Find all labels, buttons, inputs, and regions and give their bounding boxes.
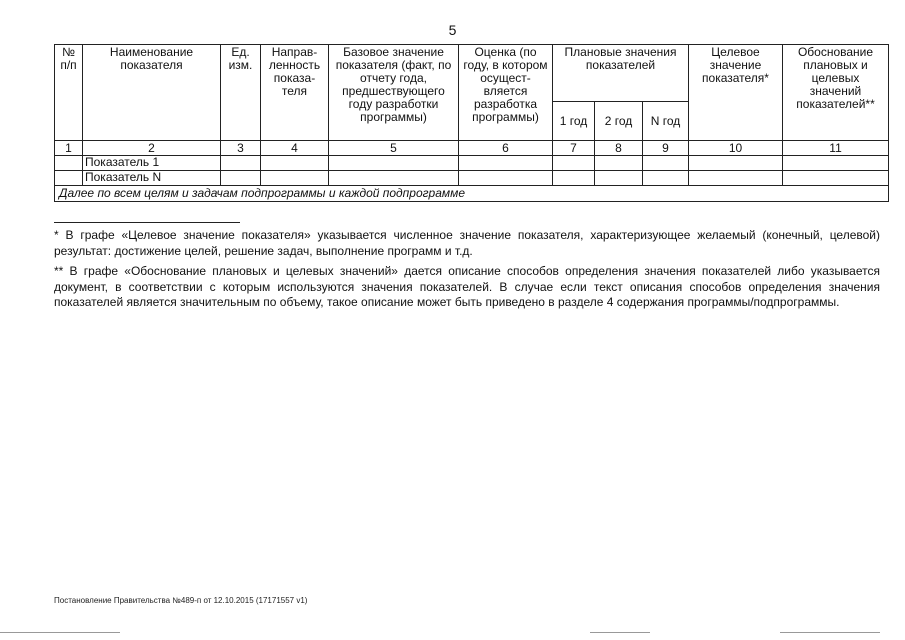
header-unit: Ед. изм. [221,45,261,141]
page-number: 5 [448,22,457,38]
header-row [55,45,889,102]
table-footer-row [55,186,889,202]
header-justification: Обоснование плановых и целевых значений показателей** [783,45,889,141]
column-number: 3 [221,141,261,156]
footnote-target-value: * В графе «Целевое значение показателя» указывается численное значение показателя, характеризующее желаемый (конечный, целевой) результат: достижение целей, решение задач, выполнение программ и т.д. [54,228,880,258]
table-cell [459,171,553,186]
table-cell [221,156,261,171]
table-cell [329,171,459,186]
scan-artifact [780,632,880,633]
table-cell [261,156,329,171]
column-number: 11 [783,141,889,156]
header-year-n: N год [643,102,689,141]
document-reference: Постановление Правительства №489-п от 12.10.2015 (17171557 v1) [54,596,308,605]
table-cell [595,156,643,171]
table-cell [689,156,783,171]
table-cell [783,156,889,171]
table-cell [689,171,783,186]
table-cell [643,171,689,186]
table-cell [55,156,83,171]
header-name: Наименование показателя [83,45,221,141]
column-number: 8 [595,141,643,156]
header-target-value: Целевое значение показателя* [689,45,783,141]
column-number: 2 [83,141,221,156]
header-year-1: 1 год [553,102,595,141]
footnote-divider [54,222,240,223]
table-cell [329,156,459,171]
column-number: 4 [261,141,329,156]
column-number: 9 [643,141,689,156]
indicator-name: Показатель N [83,171,221,186]
table-row [55,171,889,186]
footnote-justification: ** В графе «Обоснование плановых и целевых значений» дается описание способов определения значения показателей либо указывается документ, в соответствии с которым используются значения показателей. В случае если текст описания способов определения значения показателей является значительным по объему, такое описание может быть приведено в разделе 4 содержания программы/подпрограммы. [54,264,880,309]
table-footer-note: Далее по всем целям и задачам подпрограммы и каждой подпрограмме [55,186,889,202]
indicator-name: Показатель 1 [83,156,221,171]
header-base-value: Базовое значение показателя (факт, по отчету года, предшествующего году разработки программы) [329,45,459,141]
column-number: 5 [329,141,459,156]
table-cell [261,171,329,186]
column-number: 10 [689,141,783,156]
table-row [55,156,889,171]
table-cell [55,171,83,186]
column-number: 6 [459,141,553,156]
scan-artifact [590,632,650,633]
table-cell [553,171,595,186]
table-cell [221,171,261,186]
scan-artifact [0,632,120,633]
table-cell [783,171,889,186]
header-estimate: Оценка (по году, в котором осущест-вляется разработка программы) [459,45,553,141]
column-number-row [55,141,889,156]
table-cell [643,156,689,171]
header-direction: Направ-ленность показа-теля [261,45,329,141]
column-number: 7 [553,141,595,156]
header-year-2: 2 год [595,102,643,141]
table-cell [595,171,643,186]
table-cell [459,156,553,171]
header-num: № п/п [55,45,83,141]
column-number: 1 [55,141,83,156]
table-cell [553,156,595,171]
header-plan-values: Плановые значения показателей [553,45,689,102]
indicators-table [54,44,889,202]
